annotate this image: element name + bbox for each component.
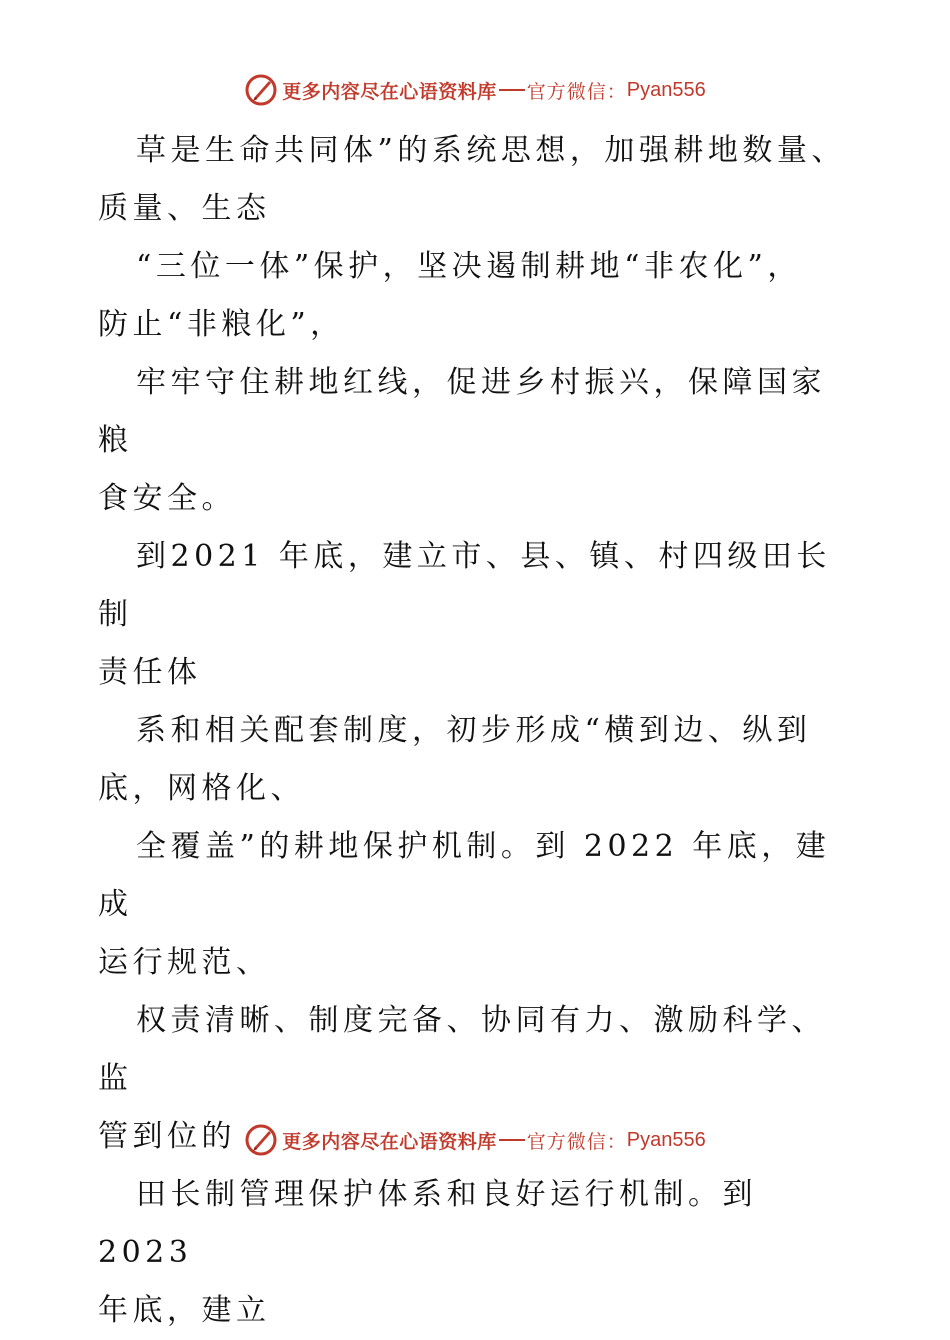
footer-contact-id: Pyan556	[626, 1128, 706, 1151]
paragraph-line: 全覆盖”的耕地保护机制。到 2022 年底，建成	[98, 829, 831, 922]
paragraph-line: 牢牢守住耕地红线，促进乡村振兴，保障国家粮	[98, 365, 826, 458]
paragraph-line: 防止“非粮化”，	[98, 307, 345, 342]
header-banner	[0, 70, 950, 110]
header-contact-id: Pyan556	[626, 78, 706, 101]
paragraph-5	[98, 702, 858, 818]
paragraph-line: 管到位的	[98, 1119, 236, 1154]
footer-banner	[0, 1120, 950, 1160]
paragraph-line: 到2021 年底，建立市、县、镇、村四级田长制	[98, 539, 831, 632]
paragraph-8	[98, 1166, 858, 1340]
paragraph-line: 系和相关配套制度，初步形成“横到边、纵到	[136, 713, 812, 748]
paragraph-4	[98, 528, 858, 702]
footer-brand-text: 更多内容尽在心语资料库	[282, 1130, 497, 1153]
paragraph-line: 权责清晰、制度完备、协同有力、激励科学、监	[98, 1003, 826, 1096]
paragraph-line: 年底，建立	[98, 1293, 271, 1328]
paragraph-line: 草是生命共同体”的系统思想，加强耕地数量、	[136, 133, 846, 168]
paragraph-line: 田长制管理保护体系和良好运行机制。到 2023	[98, 1177, 757, 1270]
paragraph-line: 底，网格化、	[98, 771, 305, 806]
header-contact-label: 官方微信：	[526, 80, 627, 103]
header-dash-divider	[499, 89, 525, 91]
paragraph-line: 质量、生态	[98, 191, 271, 226]
paragraph-line: 运行规范、	[98, 945, 271, 980]
footer-dash-divider	[499, 1139, 525, 1141]
footer-contact-label: 官方微信：	[526, 1130, 627, 1153]
paragraph-line: 责任体	[98, 655, 202, 690]
quill-pen-logo-icon	[244, 73, 278, 107]
paragraph-line: “三位一体”保护，坚决遏制耕地“非农化”，	[136, 249, 802, 284]
paragraph-line: 食安全。	[98, 481, 236, 516]
quill-pen-logo-icon	[244, 1123, 278, 1157]
paragraph-2	[98, 238, 858, 354]
paragraph-6	[98, 818, 858, 992]
header-brand-text: 更多内容尽在心语资料库	[282, 80, 497, 103]
paragraph-1	[98, 122, 858, 238]
paragraph-3	[98, 354, 858, 528]
